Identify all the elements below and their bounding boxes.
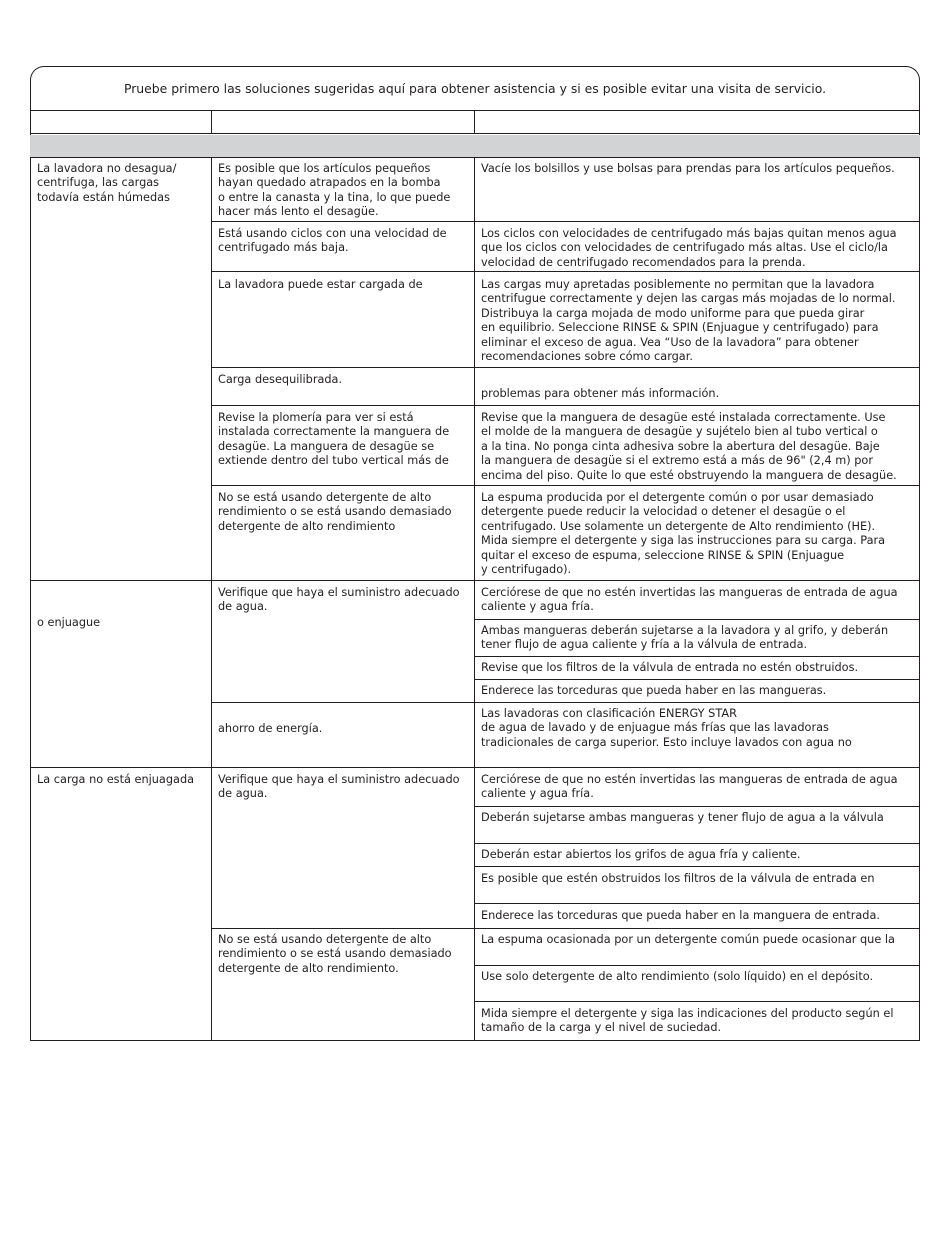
col-divider-1: [211, 157, 212, 1041]
solution-text: Mida siempre el detergente y siga las indicaciones del producto según el tamaño de la carga y el nivel de suciedad.: [481, 1007, 894, 1035]
cause-text: No se está usando detergente de alto rendimiento o se está usando demasiado detergente de alto rendimiento.: [218, 933, 452, 975]
column-header-bottom: [30, 133, 920, 134]
solution-text: Las lavadoras con clasificación ENERGY STAR de agua de lavado y de enjuague más frías que las lavadoras tradicionales de carga superior. Esto incluye lavados con agua no: [481, 707, 852, 749]
table-right-border: [919, 110, 920, 1041]
solution-divider: [474, 1001, 920, 1002]
col-divider-1-head: [211, 110, 212, 133]
solution-text: Use solo detergente de alto rendimiento (solo líquido) en el depósito.: [481, 970, 874, 983]
section-divider: [30, 767, 920, 768]
header-divider: [30, 110, 920, 111]
cause-text: Es posible que los artículos pequeños hayan quedado atrapados en la bomba o entre la canasta y la tina, lo que puede hacer más lento el desagüe.: [218, 162, 451, 219]
cause-text: ahorro de energía.: [218, 722, 323, 735]
solution-divider: [474, 679, 920, 680]
solution-text: Ambas mangueras deberán sujetarse a la lavadora y al grifo, y deberán tener flujo de agua caliente y fría a la válvula de entrada.: [481, 624, 889, 652]
solution-divider: [474, 965, 920, 966]
solution-divider: [474, 866, 920, 867]
solution-text: Enderece las torceduras que pueda haber en las mangueras.: [481, 684, 827, 697]
table-bottom-border: [30, 1040, 920, 1041]
category-band: [30, 135, 920, 157]
col-divider-2-head: [474, 110, 475, 133]
solution-text: Los ciclos con velocidades de centrifugado más bajas quitan menos agua que los ciclos con velocidades de centrifugado más altas. Use el ciclo/la velocidad de centrifugado recomendados para la prenda.: [481, 227, 897, 269]
section-divider: [30, 580, 920, 581]
solution-text: Las cargas muy apretadas posiblemente no permitan que la lavadora centrifugue correctamente y dejen las cargas más mojadas de lo normal. Distribuya la carga mojada de modo uniforme para que pueda girar en equilibrio. Seleccione RINSE & SPIN (Enjuague y centrifugado) para eliminar el exceso de agua. Vea “Uso de la lavadora” para obtener recomendaciones sobre cómo cargar.: [481, 278, 896, 364]
solution-divider: [474, 843, 920, 844]
solution-text: Deberán estar abiertos los grifos de agua fría y caliente.: [481, 848, 801, 861]
category-band-bottom: [30, 157, 920, 158]
row-divider: [211, 367, 920, 368]
problem-text: La lavadora no desagua/ centrifuga, las cargas todavía están húmedas: [37, 162, 177, 204]
solution-text: La espuma ocasionada por un detergente común puede ocasionar que la: [481, 933, 895, 946]
solution-divider: [474, 806, 920, 807]
cause-text: Verifique que haya el suministro adecuado de agua.: [218, 586, 460, 614]
row-divider: [211, 702, 920, 703]
intro-text: Pruebe primero las soluciones sugeridas aquí para obtener asistencia y si es posible evitar una visita de servicio.: [123, 81, 827, 96]
problem-text: o enjuague: [37, 616, 101, 629]
row-divider: [211, 485, 920, 486]
solution-divider: [474, 903, 920, 904]
solution-text: La espuma producida por el detergente común o por usar demasiado detergente puede reducir la velocidad o detener el desagüe o el centrifugado. Use solamente un detergente de Alto rendimiento (HE). Mida siempre el detergente y siga las instrucciones para su carga. Para quitar el exceso de espuma, seleccione RINSE & SPIN (Enjuague y centrifugado).: [481, 491, 886, 577]
cause-text: Revise la plomería para ver si está instalada correctamente la manguera de desagüe. La manguera de desagüe se extiende dentro del tubo vertical más de: [218, 411, 450, 468]
solution-text: Vacíe los bolsillos y use bolsas para prendas para los artículos pequeños.: [481, 162, 895, 175]
solution-divider: [474, 656, 920, 657]
row-divider: [211, 221, 920, 222]
row-divider: [211, 405, 920, 406]
solution-text: Enderece las torceduras que pueda haber en la manguera de entrada.: [481, 909, 880, 922]
solution-text: Cerciórese de que no estén invertidas las mangueras de entrada de agua caliente y agua fría.: [481, 773, 898, 801]
solution-text: Deberán sujetarse ambas mangueras y tener flujo de agua a la válvula: [481, 811, 884, 824]
solution-divider: [474, 619, 920, 620]
col-divider-2: [474, 157, 475, 1041]
solution-text: Cerciórese de que no estén invertidas las mangueras de entrada de agua caliente y agua fría.: [481, 586, 898, 614]
cause-text: Verifique que haya el suministro adecuado de agua.: [218, 773, 460, 801]
solution-text: Es posible que estén obstruidos los filtros de la válvula de entrada en: [481, 872, 875, 885]
cause-text: No se está usando detergente de alto rendimiento o se está usando demasiado detergente de alto rendimiento: [218, 491, 452, 533]
row-divider: [211, 928, 920, 929]
problem-text: La carga no está enjuagada: [37, 773, 195, 786]
cause-text: La lavadora puede estar cargada de: [218, 278, 423, 291]
cause-text: Está usando ciclos con una velocidad de centrifugado más baja.: [218, 227, 447, 255]
solution-text: Revise que los filtros de la válvula de entrada no estén obstruidos.: [481, 661, 859, 674]
solution-text: Revise que la manguera de desagüe esté instalada correctamente. Use el molde de la manguera de desagüe y sujételo bien al tubo vertical o a la tina. No ponga cinta adhesiva sobre la abertura del desagüe. Baje la manguera de desagüe si el extremo está a más de 96" (2,4 m) por encima del piso. Quite lo que esté obstruyendo la manguera de desagüe.: [481, 411, 897, 482]
solution-text: problemas para obtener más información.: [481, 387, 720, 400]
table-left-border: [30, 110, 31, 1041]
cause-text: Carga desequilibrada.: [218, 373, 343, 386]
row-divider: [211, 271, 920, 272]
